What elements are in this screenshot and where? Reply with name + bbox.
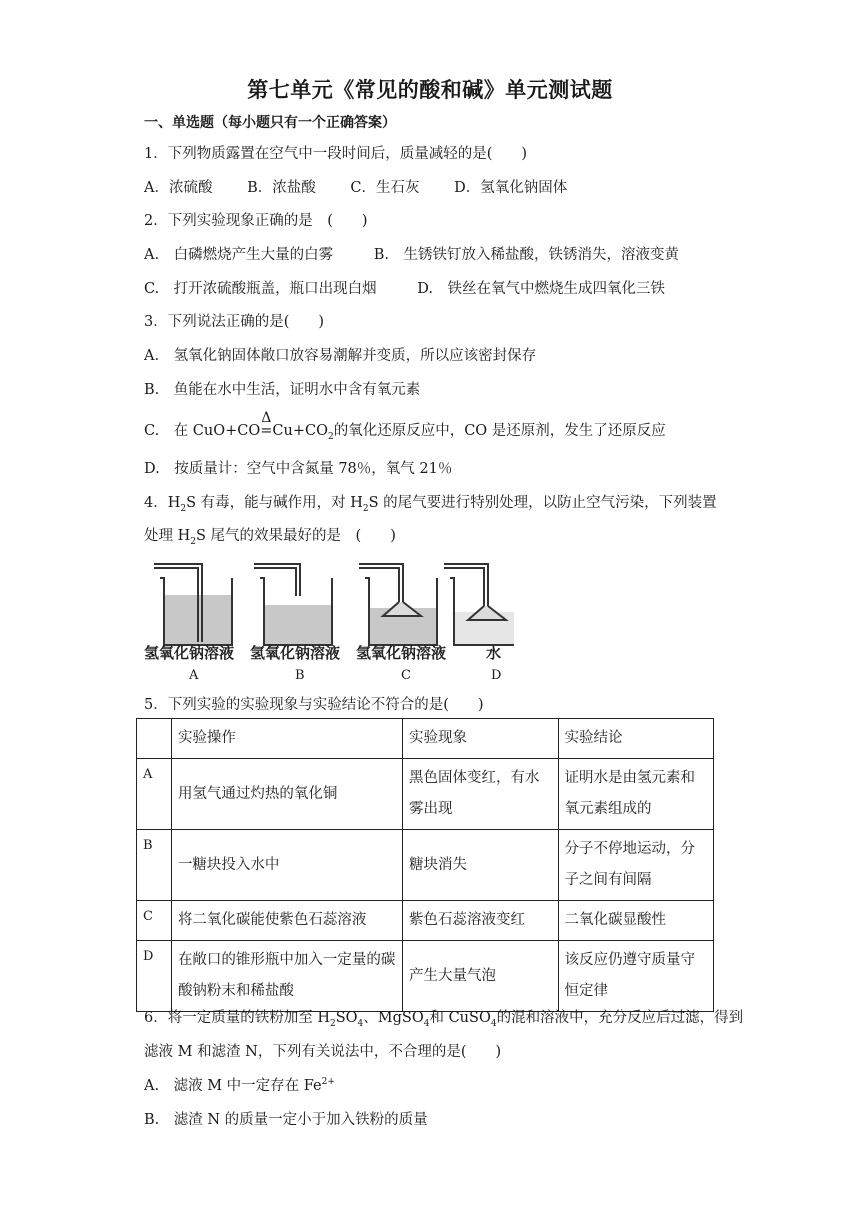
table-header-row	[137, 719, 714, 759]
row-phenomenon: 紫色石蕊溶液变红	[403, 901, 558, 941]
row-conclusion: 分子不停地运动，分子之间有间隔	[558, 830, 714, 901]
table-header-cell	[137, 719, 172, 759]
q3-option-d: D. 按质量计：空气中含氮量 78％，氧气 21％	[144, 461, 453, 477]
beaker-b-label: 氢氧化钠溶液	[250, 644, 341, 662]
row-operation: 用氢气通过灼热的氧化铜	[171, 759, 402, 830]
q3-option-c: C. 在 CuO+CO Δ $=Cu+CO_2$的氧化还原反应中，CO 是还原剂，发生了还原反应	[144, 410, 666, 442]
beaker-b-letter: B	[295, 668, 305, 683]
q2-option-d: D. 铁丝在氧气中燃烧生成四氧化三铁	[417, 281, 666, 297]
beaker-b	[254, 564, 332, 645]
q6-stem-line2: 滤液 M 和滤渣 N，下列有关说法中，不合理的是( )	[144, 1044, 502, 1060]
q1-stem: 1．下列物质露置在空气中一段时间后，质量减轻的是( )	[144, 146, 528, 162]
q4-stem-line1: 4．$H_2S$ 有毒，能与碱作用，对 $H_2S$ 的尾气要进行特别处理，以防止空气污染，下列装置	[144, 495, 717, 514]
q6-option-b: B. 滤渣 N 的质量一定小于加入铁粉的质量	[144, 1112, 428, 1128]
row-key: A	[137, 759, 172, 830]
section-heading: 一、单选题（每小题只有一个正确答案）	[144, 115, 396, 131]
beakers-illustration	[144, 550, 514, 650]
row-operation: 一糖块投入水中	[171, 830, 402, 901]
q1-option-c: C．生石灰	[350, 180, 420, 196]
row-conclusion: 二氧化碳显酸性	[558, 901, 714, 941]
row-operation: 将二氧化碳能使紫色石蕊溶液	[171, 901, 402, 941]
q2-option-c: C. 打开浓硫酸瓶盖，瓶口出现白烟	[144, 281, 377, 297]
row-key: D	[137, 941, 172, 1012]
delta-symbol: Δ =	[260, 410, 273, 439]
q2-option-b: B. 生锈铁钉放入稀盐酸，铁锈消失，溶液变黄	[373, 247, 679, 263]
row-phenomenon: 糖块消失	[403, 830, 558, 901]
beaker-c-letter: C	[401, 668, 411, 683]
table-row	[137, 759, 714, 830]
row-conclusion: 证明水是由氢元素和氧元素组成的	[558, 759, 714, 830]
table-header-cell: 实验现象	[403, 719, 558, 759]
row-key: C	[137, 901, 172, 941]
beaker-d	[444, 564, 514, 645]
q1-options	[144, 176, 567, 197]
q3-option-b: B. 鱼能在水中生活，证明水中含有氧元素	[144, 382, 421, 398]
q2-row1	[144, 243, 679, 264]
q2-stem: 2．下列实验现象正确的是 ( )	[144, 213, 368, 229]
q1-option-a: A．浓硫酸	[144, 180, 213, 196]
table-row	[137, 830, 714, 901]
q3-stem: 3．下列说法正确的是( )	[144, 314, 325, 330]
table-header-cell: 实验结论	[558, 719, 714, 759]
q6-option-a: A. 滤液 M 中一定存在 $Fe^{2+}$	[144, 1077, 335, 1094]
row-phenomenon: 黑色固体变红，有水雾出现	[403, 759, 558, 830]
row-phenomenon: 产生大量气泡	[403, 941, 558, 1012]
q1-option-b: B．浓盐酸	[247, 180, 316, 196]
beaker-a-label: 氢氧化钠溶液	[144, 644, 235, 662]
q6-stem-line1: 6．将一定质量的铁粉加至 $H_2SO_4$、MgSO$_4$和 CuSO$_4$的混和溶液中，充分反应后过滤，得到	[144, 1010, 744, 1029]
table-row	[137, 941, 714, 1012]
beaker-a	[154, 564, 232, 645]
q5-stem: 5．下列实验的实验现象与实验结论不符合的是( )	[144, 697, 484, 713]
q2-option-a: A. 白磷燃烧产生大量的白雾	[144, 247, 334, 263]
row-conclusion: 该反应仍遵守质量守恒定律	[558, 941, 714, 1012]
q5-table	[136, 718, 714, 1012]
beaker-d-letter: D	[491, 668, 502, 683]
row-operation: 在敞口的锥形瓶中加入一定量的碳酸钠粉末和稀盐酸	[171, 941, 402, 1012]
row-key: B	[137, 830, 172, 901]
beaker-d-label: 水	[486, 644, 502, 662]
page-title: 第七单元《常见的酸和碱》单元测试题	[247, 78, 613, 102]
q2-row2	[144, 277, 665, 298]
q4-apparatus-figure	[144, 550, 514, 686]
beaker-c-label: 氢氧化钠溶液	[356, 644, 447, 662]
q1-option-d: D．氢氧化钠固体	[454, 180, 568, 196]
beaker-a-letter: A	[189, 668, 199, 683]
table-row	[137, 901, 714, 941]
q4-stem-line2: 处理 $H_2S$ 尾气的效果最好的是 ( )	[144, 528, 396, 547]
q3-option-a: A. 氢氧化钠固体敞口放容易潮解并变质，所以应该密封保存	[144, 348, 537, 364]
beaker-c	[359, 564, 437, 645]
table-header-cell: 实验操作	[171, 719, 402, 759]
